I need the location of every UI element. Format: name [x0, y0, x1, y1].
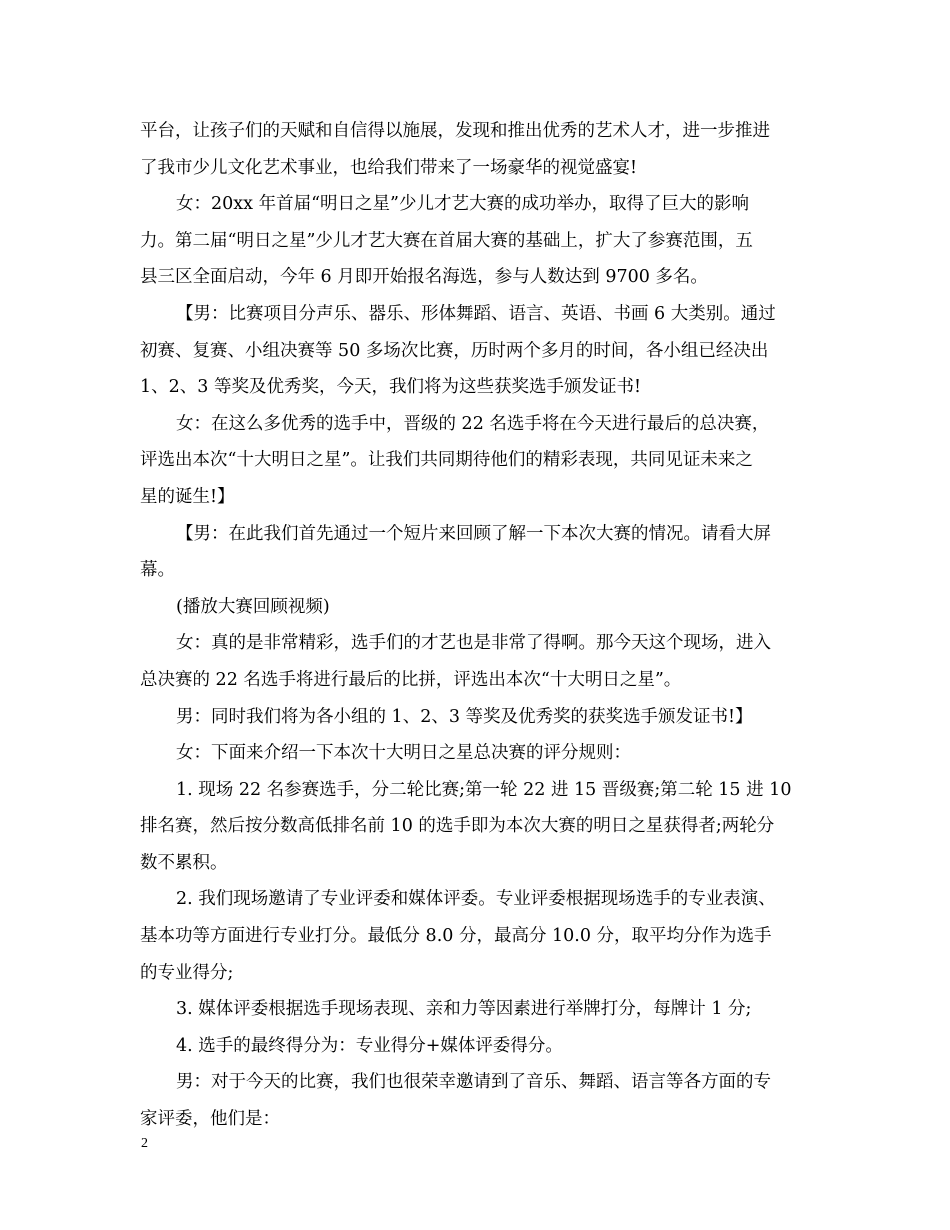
- text-line: 2. 我们现场邀请了专业评委和媒体评委。专业评委根据现场选手的专业表演、: [176, 889, 776, 910]
- text-line: 男：同时我们将为各小组的 1、2、3 等奖及优秀奖的获奖选手颁发证书!】: [176, 706, 753, 727]
- text-line: 数不累积。: [140, 852, 228, 873]
- text-line: 【男：在此我们首先通过一个短片来回顾了解一下本次大赛的情况。请看大屏: [176, 523, 771, 544]
- text-line: 家评委，他们是：: [140, 1109, 280, 1130]
- text-line: 女：20xx 年首届“明日之星”少儿才艺大赛的成功举办，取得了巨大的影响: [176, 194, 749, 215]
- text-line: 幕。: [140, 560, 175, 581]
- text-line: 【男：比赛项目分声乐、器乐、形体舞蹈、语言、英语、书画 6 大类别。通过: [176, 303, 776, 324]
- text-line: 1. 现场 22 名参赛选手，分二轮比赛;第一轮 22 进 15 晋级赛;第二轮 15 进 10: [176, 779, 792, 800]
- text-line: 女：真的是非常精彩，选手们的才艺也是非常了得啊。那今天这个现场，进入: [176, 633, 771, 654]
- text-line: 女：在这么多优秀的选手中，晋级的 22 名选手将在今天进行最后的总决赛，: [176, 413, 770, 434]
- text-line: 初赛、复赛、小组决赛等 50 多场次比赛，历时两个多月的时间，各小组已经决出: [140, 340, 769, 361]
- text-line: 力。第二届“明日之星”少儿才艺大赛在首届大赛的基础上，扩大了参赛范围，五: [140, 230, 753, 251]
- text-line: 评选出本次“十大明日之星”。让我们共同期待他们的精彩表现，共同见证未来之: [140, 450, 753, 471]
- body-text: [140, 113, 820, 1138]
- text-line: 排名赛，然后按分数高低排名前 10 的选手即为本次大赛的明日之星获得者;两轮分: [140, 816, 775, 837]
- text-line: 男：对于今天的比赛，我们也很荣幸邀请到了音乐、舞蹈、语言等各方面的专: [176, 1072, 771, 1093]
- text-line: 了我市少儿文化艺术事业，也给我们带来了一场豪华的视觉盛宴!: [140, 157, 638, 178]
- text-line: 县三区全面启动，今年 6 月即开始报名海选，参与人数达到 9700 多名。: [140, 267, 708, 288]
- text-line: 3. 媒体评委根据选手现场表现、亲和力等因素进行举牌打分，每牌计 1 分;: [176, 999, 752, 1020]
- text-line: 总决赛的 22 名选手将进行最后的比拼，评选出本次“十大明日之星”。: [140, 669, 682, 690]
- text-line: 星的诞生!】: [140, 486, 235, 507]
- text-line: 1、2、3 等奖及优秀奖，今天，我们将为这些获奖选手颁发证书!: [140, 377, 641, 398]
- page-number: 2: [141, 1136, 148, 1151]
- text-line: 的专业得分;: [140, 962, 234, 983]
- text-line: 基本功等方面进行专业打分。最低分 8.0 分，最高分 10.0 分，取平均分作为选手: [140, 926, 772, 947]
- text-line: 4. 选手的最终得分为：专业得分+媒体评委得分。: [176, 1035, 563, 1056]
- text-line: 女：下面来介绍一下本次十大明日之星总决赛的评分规则：: [176, 743, 631, 764]
- text-line: (播放大赛回顾视频): [176, 596, 330, 617]
- text-line: 平台，让孩子们的天赋和自信得以施展，发现和推出优秀的艺术人才，进一步推进: [140, 121, 770, 141]
